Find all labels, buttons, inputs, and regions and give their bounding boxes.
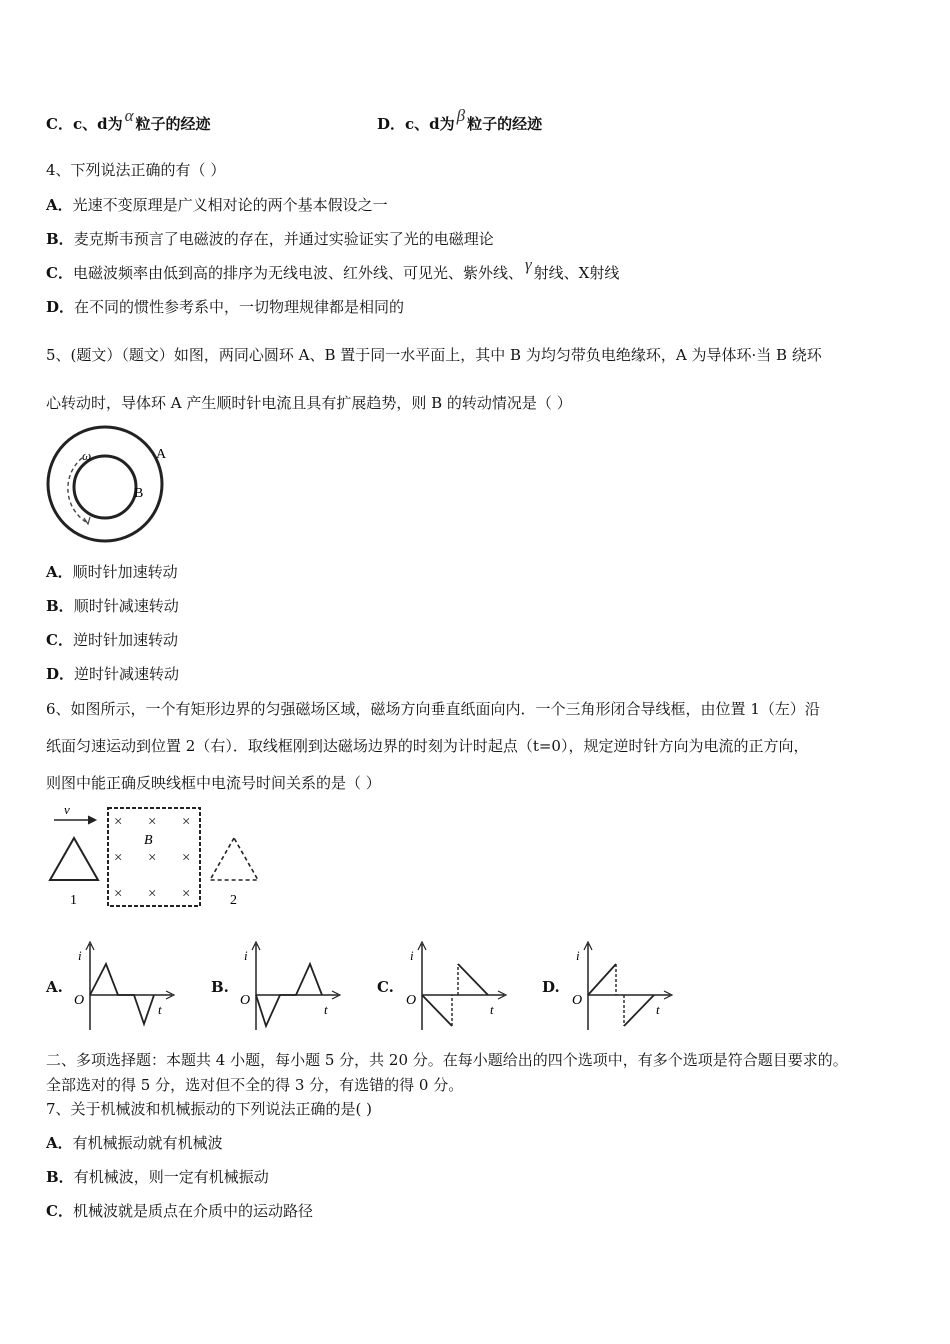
q4-option-c: C．电磁波频率由低到高的排序为无线电波、红外线、可见光、紫外线、 γ 射线、X射线 xyxy=(46,255,620,282)
label-o: O xyxy=(572,993,583,1008)
label-i: i xyxy=(410,948,414,963)
q4-option-a: A．光速不变原理是广义相对论的两个基本假设之一 xyxy=(46,196,388,214)
ring-b xyxy=(74,456,136,518)
q7-option-c: C．机械波就是质点在介质中的运动路径 xyxy=(46,1202,313,1220)
section2-line1: 二、多项选择题：本题共 4 小题，每小题 5 分，共 20 分。在每小题给出的四个选项中，有多个选项是符合题目要求的。 xyxy=(46,1051,848,1069)
q5-stem-line1: 5、(题文）（题文）如图，两同心圆环 A、B 置于同一水平面上，其中 B 为均匀带负电绝缘环，A 为导体环·当 B 绕环 xyxy=(46,346,822,364)
beta-symbol: β xyxy=(456,106,466,125)
q6-option-c-label: C. xyxy=(377,978,394,996)
q6-option-a-label: A. xyxy=(46,978,63,996)
current-curve xyxy=(90,964,154,1024)
cross-4: × xyxy=(114,850,123,866)
q6-stem-line1: 6、如图所示，一个有矩形边界的匀强磁场区域，磁场方向垂直纸面向内．一个三角形闭合导线框，由位置 1（左）沿 xyxy=(46,700,820,718)
gamma-symbol: γ xyxy=(524,255,532,274)
cross-2: × xyxy=(148,814,157,830)
q6-stem-line3: 则图中能正确反映线框中电流号时间关系的是（ ） xyxy=(46,774,381,792)
q6-option-d-label: D. xyxy=(542,978,560,996)
cross-9: × xyxy=(182,886,191,902)
label-t: t xyxy=(656,1002,660,1017)
current-curve-positive xyxy=(458,964,488,995)
q3-option-d: D．c、d为 β 粒子的经迹 xyxy=(377,106,543,133)
q6-graph-a xyxy=(70,938,180,1034)
label-pos1: 1 xyxy=(70,893,77,908)
current-curve-negative xyxy=(422,995,452,1026)
cross-8: × xyxy=(148,886,157,902)
section2-line2: 全部选对的得 5 分，选对但不全的得 3 分，有选错的得 0 分。 xyxy=(46,1076,464,1094)
q7-option-b: B．有机械波，则一定有机械振动 xyxy=(46,1168,269,1186)
q5-stem-line2: 心转动时，导体环 A 产生顺时针电流且具有扩展趋势，则 B 的转动情况是（ ） xyxy=(46,394,572,412)
current-curve-negative xyxy=(624,995,654,1026)
q5-option-a: A．顺时针加速转动 xyxy=(46,563,178,581)
q6-magnetic-field-figure xyxy=(44,800,274,912)
label-o: O xyxy=(240,993,251,1008)
cross-3: × xyxy=(182,814,191,830)
q5-option-c: C．逆时针加速转动 xyxy=(46,631,178,649)
rotation-arrow xyxy=(68,458,86,522)
label-pos2: 2 xyxy=(230,893,237,908)
label-t: t xyxy=(324,1002,328,1017)
q6-graph-b xyxy=(236,938,346,1034)
label-o: O xyxy=(74,993,85,1008)
q4-option-b: B．麦克斯韦预言了电磁波的存在，并通过实验证实了光的电磁理论 xyxy=(46,230,494,248)
cross-7: × xyxy=(114,886,123,902)
label-t: t xyxy=(158,1002,162,1017)
label-a: A xyxy=(156,447,167,462)
label-v: v xyxy=(64,802,70,817)
q4-stem: 4、下列说法正确的有（ ） xyxy=(46,161,226,179)
label-field-b: B xyxy=(144,833,153,848)
label-b: B xyxy=(134,486,144,501)
cross-6: × xyxy=(182,850,191,866)
q6-graph-c xyxy=(402,938,512,1034)
label-omega: ω xyxy=(82,448,92,463)
label-i: i xyxy=(244,948,248,963)
q7-option-a: A．有机械振动就有机械波 xyxy=(46,1134,223,1152)
label-i: i xyxy=(78,948,82,963)
current-curve-positive xyxy=(588,964,616,995)
q5-option-d: D．逆时针减速转动 xyxy=(46,665,180,683)
label-i: i xyxy=(576,948,580,963)
cross-1: × xyxy=(114,814,123,830)
alpha-symbol: α xyxy=(124,106,134,125)
velocity-arrow-head-icon xyxy=(88,816,96,824)
label-t: t xyxy=(490,1002,494,1017)
q5-option-b: B．顺时针减速转动 xyxy=(46,597,179,615)
triangle-position-2 xyxy=(210,838,258,880)
q5-concentric-rings-figure xyxy=(44,424,174,544)
q6-option-b-label: B. xyxy=(211,978,229,996)
cross-5: × xyxy=(148,850,157,866)
q6-graph-d xyxy=(568,938,678,1034)
q6-stem-line2: 纸面匀速运动到位置 2（右）．取线框刚到达磁场边界的时刻为计时起点（t=0），规定逆时针方向为电流的正方向， xyxy=(46,737,809,755)
ring-a xyxy=(48,427,162,541)
label-o: O xyxy=(406,993,417,1008)
q4-option-d: D．在不同的惯性参考系中，一切物理规律都是相同的 xyxy=(46,298,405,316)
q3-option-c: C．c、d为 α 粒子的经迹 xyxy=(46,106,211,133)
q7-stem: 7、关于机械波和机械振动的下列说法正确的是( ) xyxy=(46,1100,373,1118)
triangle-position-1 xyxy=(50,838,98,880)
